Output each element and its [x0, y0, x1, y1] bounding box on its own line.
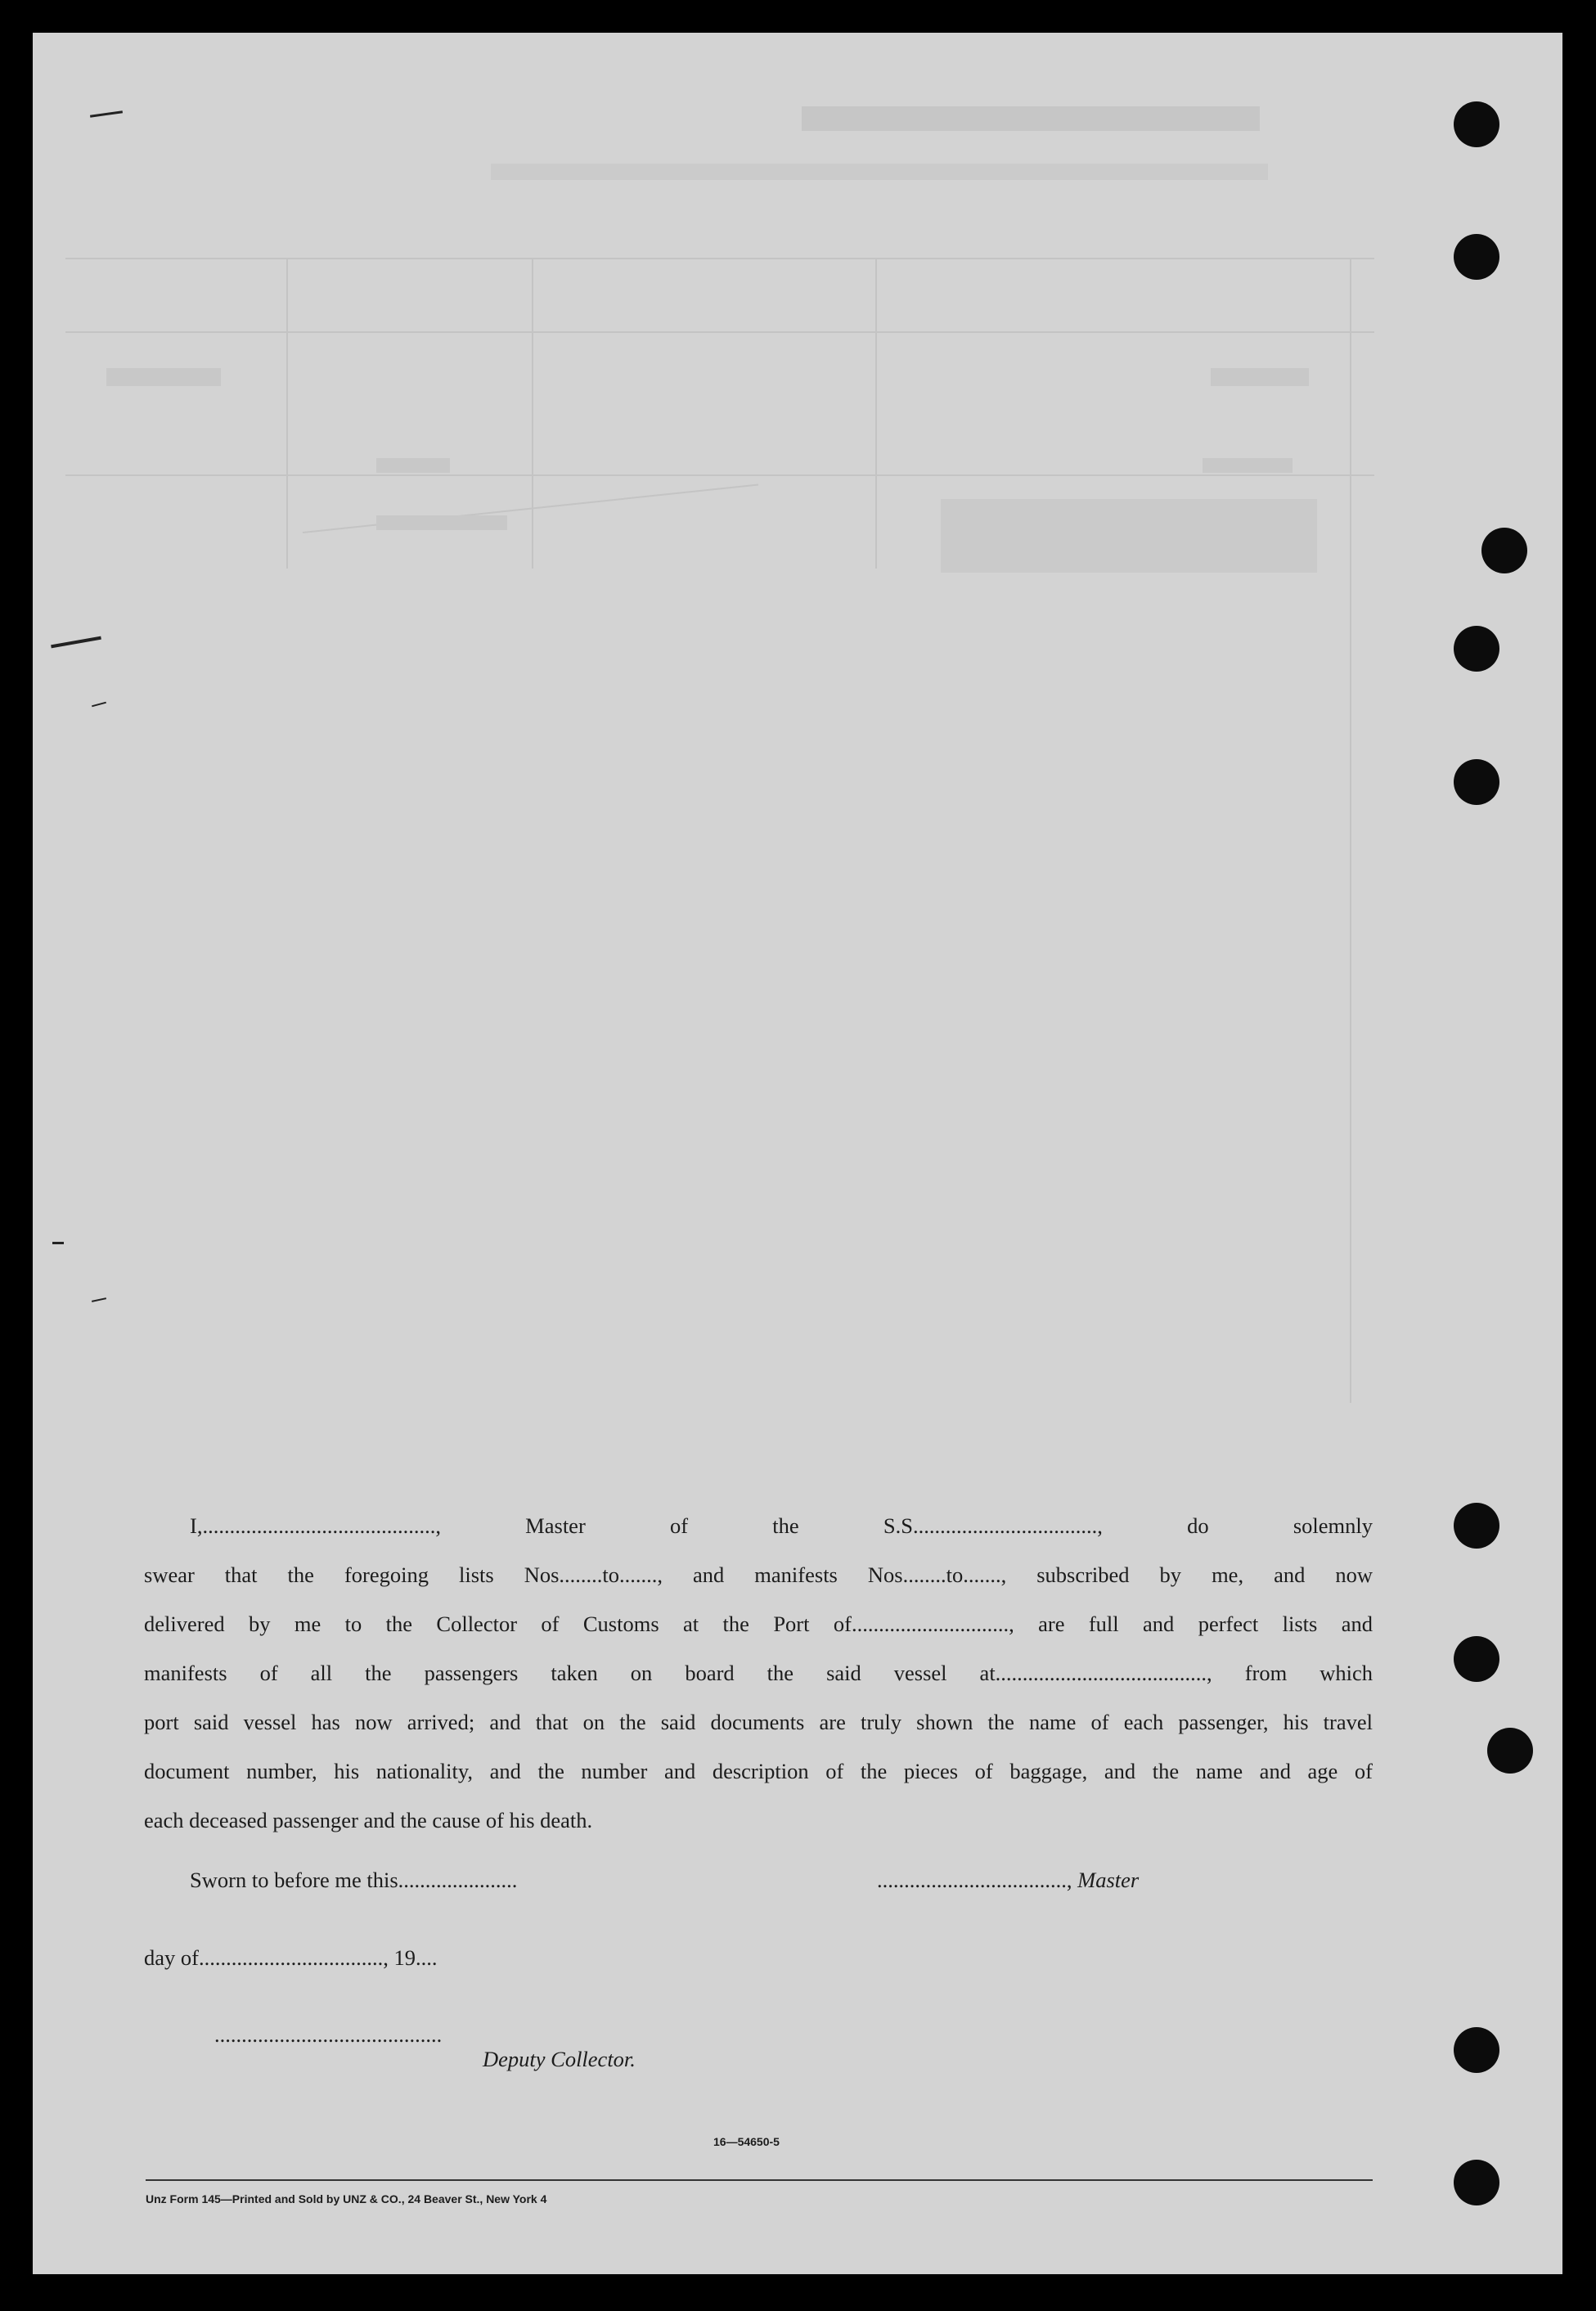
margin-mark — [51, 636, 101, 649]
punch-hole — [1454, 234, 1499, 280]
margin-mark — [92, 702, 106, 708]
punch-hole — [1481, 528, 1527, 573]
punch-hole — [1454, 101, 1499, 147]
form-number: 16—54650-5 — [713, 2135, 780, 2148]
master-oath-paragraph — [144, 1501, 1373, 1845]
ghost-block — [376, 458, 450, 473]
punch-hole — [1454, 2160, 1499, 2205]
sworn-date-line: Sworn to before me this...................... — [190, 1868, 518, 1892]
punch-hole — [1454, 626, 1499, 672]
oath-line: document number, his nationality, and the number and description of the pieces of baggage, and the name and age of — [144, 1759, 1373, 1783]
ghost-block — [376, 515, 507, 530]
oath-line: manifests of all the passengers taken on board the said vessel at......................................., from which — [144, 1661, 1373, 1685]
ghost-rule — [303, 483, 758, 533]
master-signature-line — [877, 1868, 1139, 1893]
footer-rule — [146, 2179, 1373, 2181]
margin-mark — [90, 110, 123, 118]
ghost-rule — [65, 474, 1374, 476]
master-signature-dots: ..................................., — [877, 1868, 1072, 1892]
deputy-collector-label: Deputy Collector. — [483, 2047, 636, 2071]
ghost-block — [1211, 368, 1309, 386]
oath-line-text: I,..........................................., Master of the S.S.................................., do solemnly — [190, 1513, 1373, 1538]
ghost-rule — [65, 258, 1374, 259]
oath-line: delivered by me to the Collector of Customs at the Port of............................., are full and perfect lists and — [144, 1612, 1373, 1636]
document-page — [33, 33, 1562, 2274]
ghost-heading — [802, 106, 1260, 131]
day-of-line: day of.................................., 19.... — [144, 1945, 438, 1970]
punch-hole — [1454, 759, 1499, 805]
master-label: Master — [1077, 1868, 1140, 1892]
punch-hole — [1454, 1503, 1499, 1549]
punch-hole — [1454, 2027, 1499, 2073]
ghost-block — [491, 164, 1268, 180]
ghost-block — [1203, 458, 1293, 473]
oath-line: port said vessel has now arrived; and that on the said documents are truly shown the name of each passenger, his travel — [144, 1710, 1373, 1734]
ghost-rule — [532, 258, 533, 569]
punch-hole — [1487, 1728, 1533, 1774]
ghost-rule — [65, 331, 1374, 333]
printer-footer: Unz Form 145—Printed and Sold by UNZ & CO., 24 Beaver St., New York 4 — [146, 2192, 547, 2205]
ghost-block — [941, 499, 1317, 573]
punch-hole — [1454, 1636, 1499, 1682]
deputy-collector-signature-line: .......................................... — [214, 2022, 443, 2047]
margin-mark — [92, 1297, 106, 1302]
ghost-rule — [286, 258, 288, 569]
ghost-block — [106, 368, 221, 386]
oath-line: swear that the foregoing lists Nos........to......., and manifests Nos........to......., subscribed by me, and now — [144, 1562, 1373, 1587]
ghost-rule — [1350, 258, 1351, 1403]
margin-mark — [52, 1242, 64, 1244]
oath-line: each deceased passenger and the cause of his death. — [144, 1808, 593, 1832]
oath-line — [144, 1501, 1373, 1550]
ghost-rule — [875, 258, 877, 569]
